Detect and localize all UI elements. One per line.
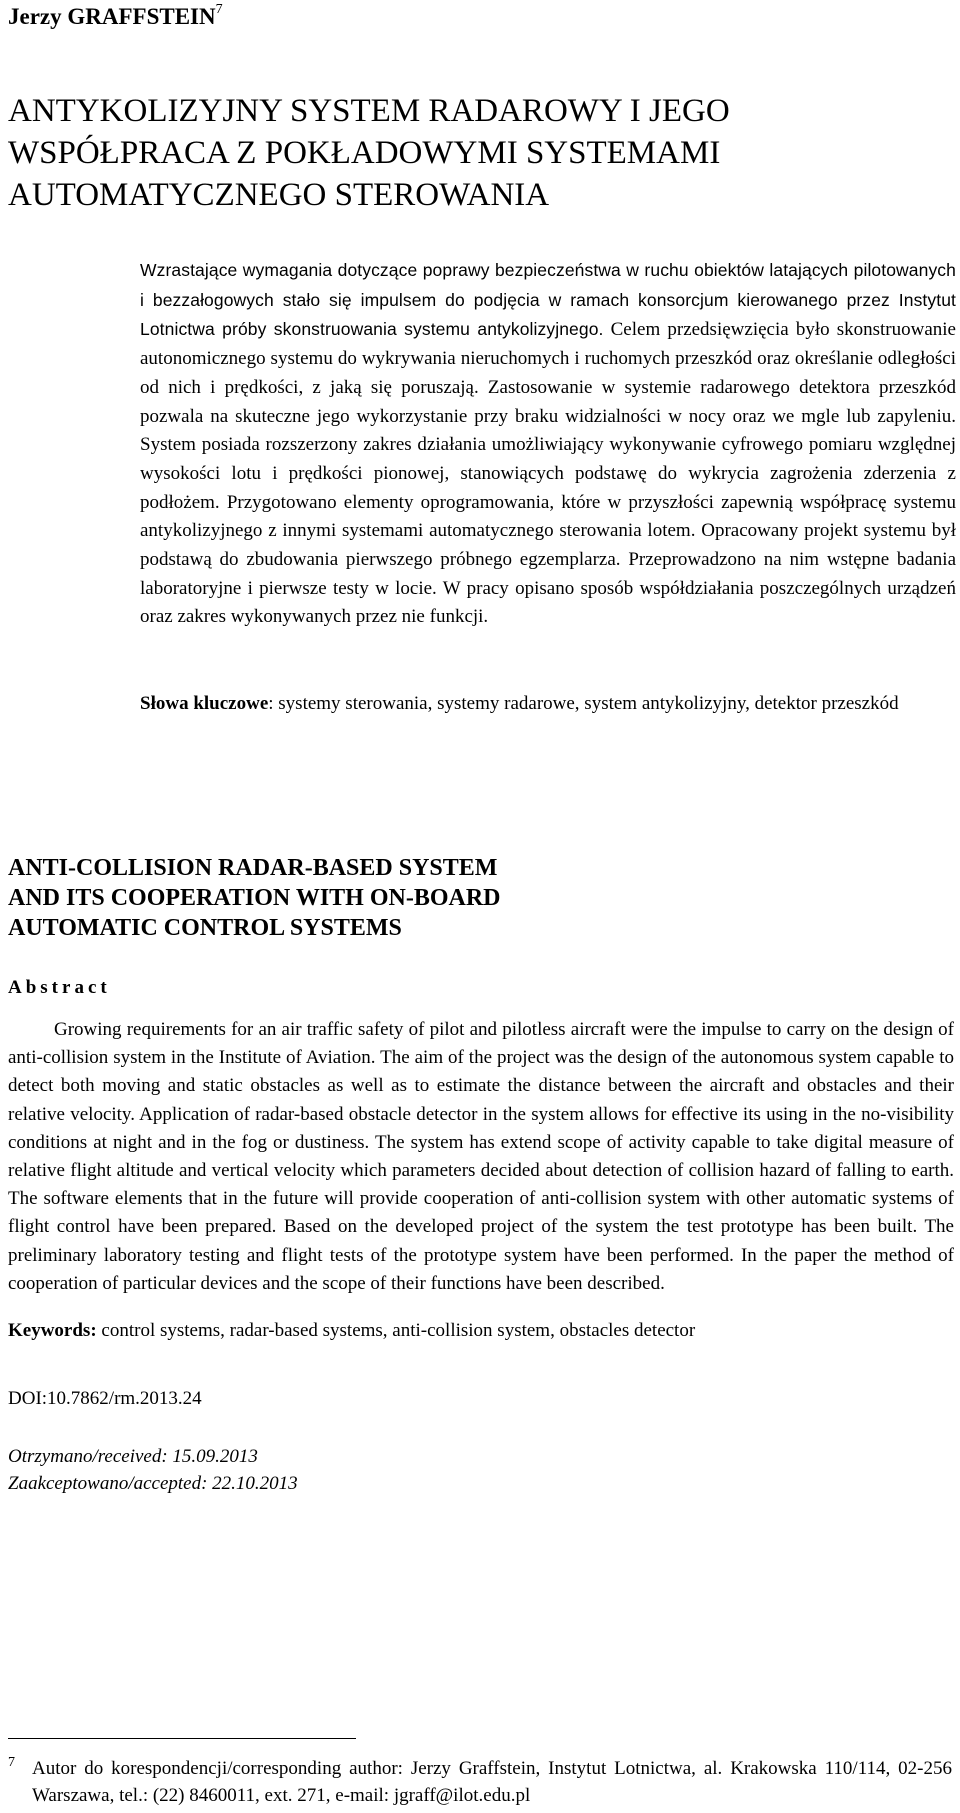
english-title [8, 853, 908, 943]
polish-abstract [140, 256, 956, 632]
english-title-line-1: ANTI-COLLISION RADAR-BASED SYSTEM [8, 855, 498, 881]
english-abstract: Growing requirements for an air traffic safety of pilot and pilotless aircraft were the impulse to carry on the design of anti-collision system in the Institute of Aviation. The aim of the project was the design of the autonomous system capable to detect both moving and static obstacles as well as to estimate the distance between the aircraft and obstacles and their relative velocity. Application of radar-based obstacle detector in the system allows for effective its using in the no-visibility conditions at night and in the fog or dustiness. The system has extend scope of activity capable to take digital measure of relative flight altitude and vertical velocity which parameters decided about detection of collision hazard of falling to earth. The software elements that in the future will provide cooperation of anti-collision system with other automatic systems of flight control have been prepared. Based on the developed project of the system the test prototype has been built. The preliminary laboratory testing and flight tests of the prototype system have been performed. In the paper the method of cooperation of particular devices and the scope of their functions have been described. [8, 1019, 954, 1294]
polish-title-line-2: WSPÓŁPRACA Z POKŁADOWYMI SYSTEMAMI [8, 135, 721, 171]
polish-abstract-body: Celem przedsięwzięcia było skonstruowanie autonomicznego systemu do wykrywania nieruchomych i ruchomych przeszkód oraz określanie odległości od nich i prędkości, z jaką się poruszają. Zastosowanie w systemie radarowego detektora przeszkód pozwala na skuteczne jego wykorzystanie przy braku widzialności w nocy oraz we mgle lub zapyleniu. System posiada rozszerzony zakres działania umożliwiający wykonywanie cyfrowego pomiaru względnej wysokości lotu i prędkości pionowej, stanowiących podstawę do wykrycia zagrożenia zderzenia z podłożem. Przygotowano elementy oprogramowania, które w przyszłości zapewnią współpracę systemu antykolizyjnego z innymi systemami automatycznego sterowania lotem. Opracowany projekt systemu był podstawą do zbudowania pierwszego próbnego egzemplarza. Przeprowadzono na nim wstępne badania laboratoryjne i pierwsze testy w locie. W pracy opisano sposób współdziałania poszczególnych urządzeń oraz zakres wykonywanych przez nie funkcji. [140, 319, 956, 628]
polish-keywords [140, 690, 956, 719]
english-keywords-text: control systems, radar-based systems, anti-collision system, obstacles detector [96, 1320, 696, 1341]
polish-keywords-label: Słowa kluczowe [140, 693, 269, 714]
polish-title-line-3: AUTOMATYCZNEGO STEROWANIA [8, 177, 550, 213]
author-name-text: Jerzy GRAFFSTEIN [8, 4, 216, 29]
accepted-date: Zaakceptowano/accepted: 22.10.2013 [8, 1473, 298, 1494]
abstract-heading: Abstract [8, 977, 111, 998]
english-keywords [8, 1320, 695, 1342]
english-keywords-label: Keywords: [8, 1320, 97, 1341]
polish-title-line-1: ANTYKOLIZYJNY SYSTEM RADAROWY I JEGO [8, 93, 730, 129]
footnote-text: Autor do korespondencji/corresponding author: Jerzy Graffstein, Instytut Lotnictwa, al. Krakowska 110/114, 02-256 Warszawa, tel.: (22) 8460011, ext. 271, e-mail: jgraff@ilot.edu.pl [32, 1758, 952, 1806]
polish-keywords-text: : systemy sterowania, systemy radarowe, system antykolizyjny, detektor przeszkód [268, 693, 899, 714]
english-title-line-3: AUTOMATIC CONTROL SYSTEMS [8, 915, 402, 941]
english-title-line-2: AND ITS COOPERATION WITH ON-BOARD [8, 885, 501, 911]
author-name [8, 4, 223, 30]
polish-title [8, 90, 948, 216]
dates [8, 1443, 298, 1497]
received-date: Otrzymano/received: 15.09.2013 [8, 1446, 258, 1467]
footnote [8, 1755, 952, 1809]
author-footnote-ref: 7 [215, 2, 223, 18]
footnote-number: 7 [8, 1755, 15, 1770]
footnote-divider [8, 1738, 356, 1739]
doi: DOI:10.7862/rm.2013.24 [8, 1388, 202, 1409]
polish-abstract-intro: Wzrastające wymagania dotyczące poprawy bezpieczeństwa w ruchu obiektów latających pilotowanych i bezzałogowych stało się impulsem do podjęcia w ramach konsorcjum kierowanego przez Instytut Lotnictwa próby skonstruowania systemu antykolizyjnego. [140, 260, 956, 340]
